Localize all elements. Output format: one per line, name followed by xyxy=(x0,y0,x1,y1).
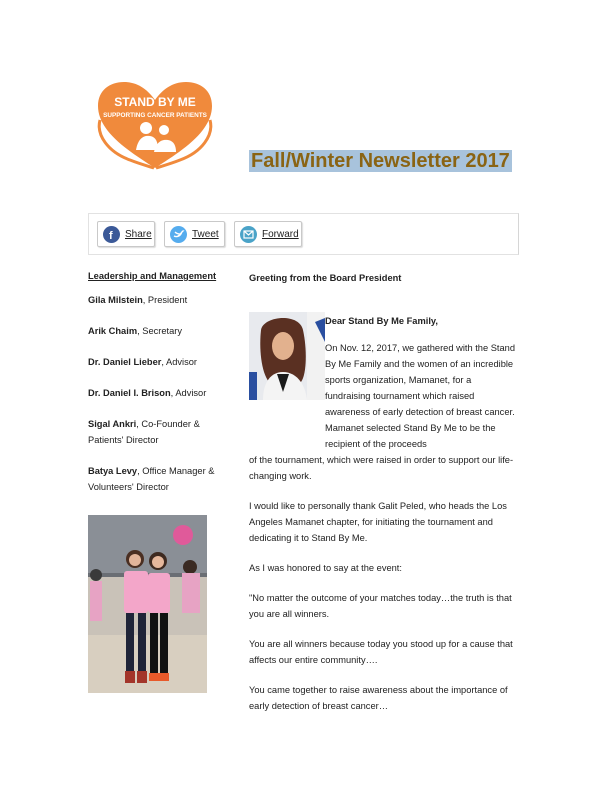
leadership-heading: Leadership and Management xyxy=(88,271,217,281)
letter-title: Greeting from the Board President xyxy=(249,273,402,283)
member-entry xyxy=(88,354,218,370)
letter-paragraph: I would like to personally thank Galit Peled, who heads the Los Angeles Mamanet chapter, for initiating the tournament and dedicating it to Stand By Me. xyxy=(249,501,507,543)
share-button[interactable] xyxy=(97,221,155,247)
member-name: Dr. Daniel Lieber xyxy=(88,357,162,367)
member-entry xyxy=(88,323,218,339)
svg-text:f: f xyxy=(109,229,113,242)
twitter-bird-icon xyxy=(170,226,187,243)
social-share-bar xyxy=(88,213,519,255)
letter-paragraph: "No matter the outcome of your matches today…the truth is that you are all winners. xyxy=(249,593,512,619)
letter-paragraph: You came together to raise awareness about the importance of early detection of breast cancer… xyxy=(249,685,508,711)
letter-paragraph: As I was honored to say at the event: xyxy=(249,563,402,573)
newsletter-title: Fall/Winter Newsletter 2017 xyxy=(251,150,510,172)
member-role: , Advisor xyxy=(161,357,198,367)
letter-section xyxy=(249,270,519,714)
member-role: , Advisor xyxy=(170,388,207,398)
member-name: Batya Levy xyxy=(88,466,138,476)
member-entry xyxy=(88,292,218,308)
tweet-button[interactable] xyxy=(164,221,225,247)
member-name: Sigal Ankri xyxy=(88,419,137,429)
forward-label: Forward xyxy=(262,228,299,240)
member-entry xyxy=(88,385,218,401)
event-photo xyxy=(88,515,207,693)
member-role: , Co-Founder & Patients' Director xyxy=(88,419,200,445)
member-entry xyxy=(88,463,218,495)
envelope-icon xyxy=(240,226,257,243)
member-entry xyxy=(88,416,218,448)
member-name: Arik Chaim xyxy=(88,326,138,336)
member-role: , President xyxy=(142,295,188,305)
letter-paragraph: of the tournament, which were raised in order to support our life-changing work. xyxy=(249,455,514,481)
tweet-label: Tweet xyxy=(192,228,219,240)
letter-paragraph: You are all winners because today you stood up for a cause that affects our entire community…. xyxy=(249,639,513,665)
member-name: Dr. Daniel I. Brison xyxy=(88,388,171,398)
logo-text-line1: STAND BY ME xyxy=(114,95,196,109)
stand-by-me-logo xyxy=(90,80,220,172)
letter-paragraph: On Nov. 12, 2017, we gathered with the Stand By Me Family and the women of an incredible sports organization, Mamanet, for a fundraising tournament which raised awareness of early detection of breast cancer. Mamanet selected Stand By Me to be the recipient of the proceeds xyxy=(325,343,516,449)
leadership-section xyxy=(88,268,218,510)
member-role: , Office Manager & Volunteers' Director xyxy=(88,466,215,492)
logo-text-line2: SUPPORTING CANCER PATIENTS xyxy=(103,112,207,119)
member-name: Gila Milstein xyxy=(88,295,143,305)
share-label: Share xyxy=(125,228,152,240)
facebook-icon xyxy=(103,226,120,243)
letter-salutation: Dear Stand By Me Family, xyxy=(325,316,438,326)
member-role: , Secretary xyxy=(137,326,183,336)
forward-button[interactable] xyxy=(234,221,302,247)
